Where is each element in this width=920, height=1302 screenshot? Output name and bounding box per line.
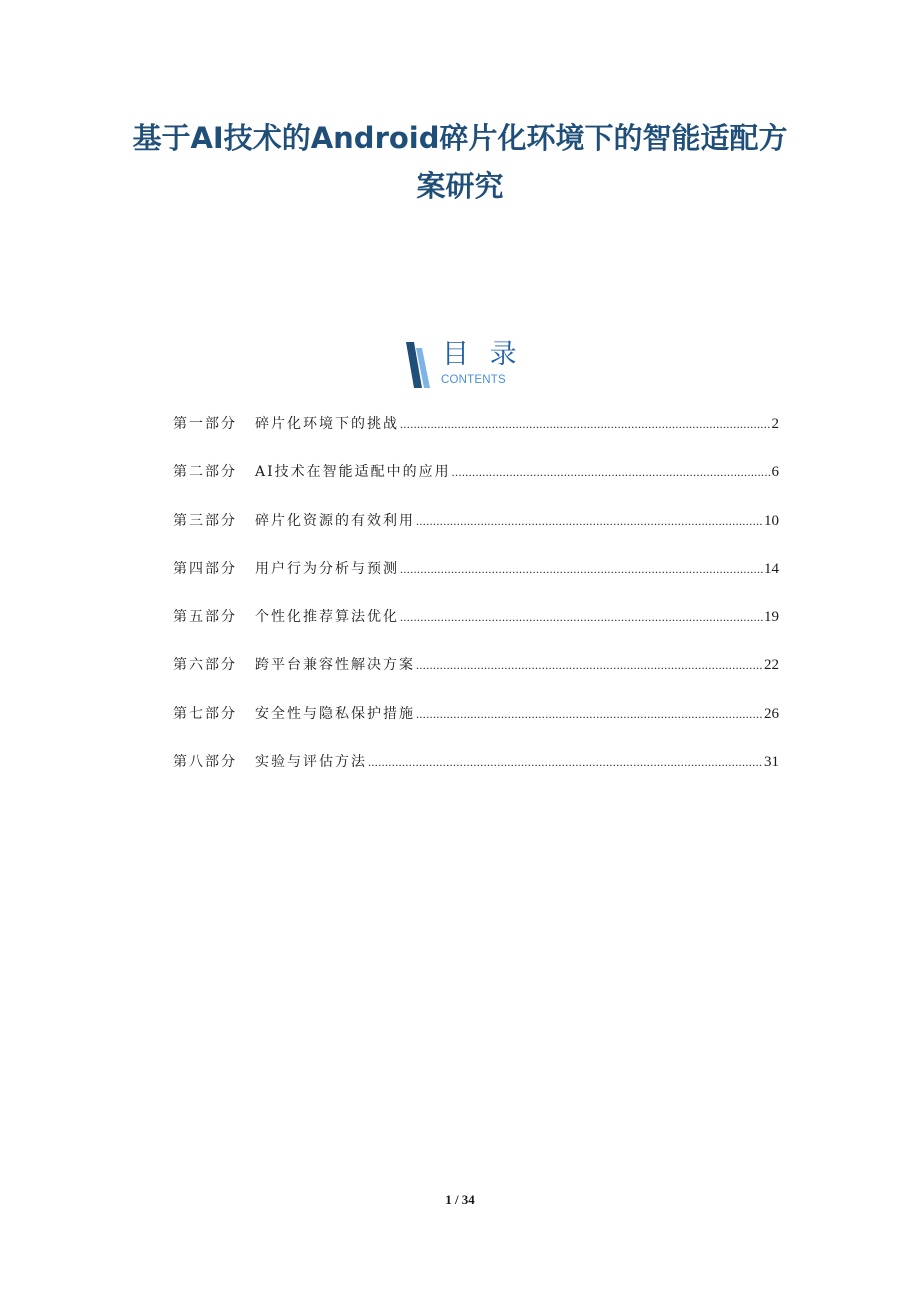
toc-part-label: 第八部分: [173, 754, 237, 771]
toc-section-title: 用户行为分析与预测: [255, 560, 399, 577]
toc-dot-leader: [400, 412, 771, 436]
toc-part-label: 第三部分: [173, 512, 237, 529]
toc-section-title: 实验与评估方法: [255, 754, 367, 771]
page-indicator: 1 / 34: [445, 1192, 475, 1207]
toc-part-label: 第一部分: [173, 416, 237, 432]
toc-page-number: 6: [771, 464, 779, 481]
toc-dot-leader: [416, 653, 763, 677]
toc-dot-leader: [368, 750, 763, 774]
toc-page-number: 14: [764, 560, 779, 577]
toc-section-title: 跨平台兼容性解决方案: [255, 657, 415, 674]
toc-entry-6[interactable]: [173, 653, 779, 701]
document-title-line-2: 案研究: [416, 169, 504, 203]
toc-entry-1[interactable]: [173, 412, 779, 460]
toc-entry-3[interactable]: [173, 509, 779, 557]
toc-page-number: 19: [764, 609, 779, 626]
toc-section-title: 安全性与隐私保护措施: [255, 705, 415, 722]
toc-entry-8[interactable]: [173, 750, 779, 798]
toc-dot-leader: [400, 557, 763, 581]
toc-dot-leader: [416, 509, 763, 533]
toc-part-label: 第二部分: [173, 464, 237, 481]
toc-entry-4[interactable]: [173, 557, 779, 605]
toc-entry-2[interactable]: [173, 460, 779, 508]
toc-page-number: 22: [764, 657, 779, 674]
toc-heading: 目 录: [442, 339, 523, 370]
toc-dot-leader: [416, 702, 763, 726]
toc-part-label: 第四部分: [173, 560, 237, 577]
toc-entry-5[interactable]: [173, 605, 779, 653]
table-of-contents: [173, 412, 779, 798]
toc-page-number: 31: [764, 754, 779, 771]
toc-page-number: 26: [764, 705, 779, 722]
toc-part-label: 第五部分: [173, 609, 237, 626]
document-title: [110, 114, 810, 210]
toc-page-number: 2: [771, 416, 779, 432]
toc-part-label: 第七部分: [173, 705, 237, 722]
toc-page-number: 10: [764, 512, 779, 529]
toc-section-title: 个性化推荐算法优化: [255, 609, 399, 626]
document-title-line-1: 基于AI技术的Android碎片化环境下的智能适配方: [132, 121, 788, 155]
toc-section-title: AI技术在智能适配中的应用: [255, 464, 451, 481]
toc-section-title: 碎片化资源的有效利用: [255, 512, 415, 529]
toc-dot-leader: [452, 460, 771, 484]
toc-section-title: 碎片化环境下的挑战: [255, 416, 399, 432]
toc-part-label: 第六部分: [173, 657, 237, 674]
toc-subheading: CONTENTS: [441, 374, 506, 386]
toc-dot-leader: [400, 605, 763, 629]
toc-logo-icon: [404, 342, 432, 388]
toc-header: [404, 340, 534, 390]
toc-entry-7[interactable]: [173, 702, 779, 750]
